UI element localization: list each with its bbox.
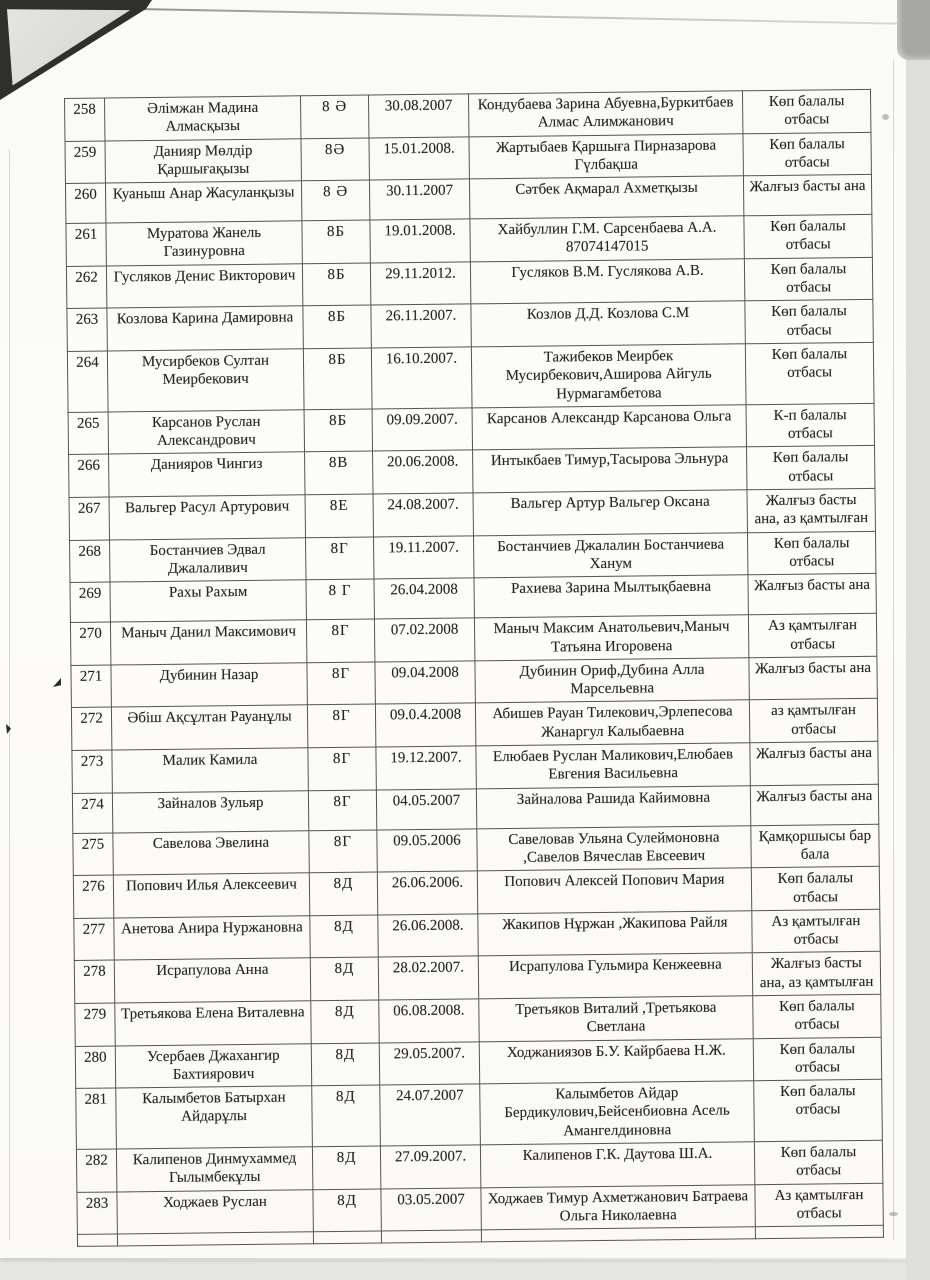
cell-birthdate: 24.07.2007 (380, 1084, 481, 1146)
cell-grade: 8Б (303, 348, 372, 410)
cell-grade: 8Д (311, 1043, 379, 1086)
cell-parents: Козлов Д.Д. Козлова С.М (471, 301, 745, 347)
cell-parents: Савеловав Ульяна Сулеймоновна ,Савелов Вячеслав Евсеевич (477, 825, 751, 871)
cell-parents: Третьяков Виталий ,Третьякова Светлана (479, 996, 753, 1042)
cell-grade: 8Г (308, 747, 376, 790)
cell-family-status: Көп балалы отбасы (744, 257, 872, 301)
cell-family-status: К-п балалы отбасы (746, 403, 874, 447)
cell-family-status: Жалғыз басты ана, аз қамтылған (752, 952, 880, 996)
cell-parents: Хайбуллин Г.М. Сарсенбаева А.А. 87074147015 (470, 216, 744, 262)
cell-birthdate: 26.04.2008 (374, 578, 474, 619)
cell-row-number: 258 (65, 98, 105, 141)
cell-birthdate: 09.0.4.2008 (375, 703, 475, 747)
cell-row-number: 278 (74, 960, 114, 1003)
cell-student-name: Исрапулова Анна (114, 958, 310, 1003)
cell-birthdate: 09.04.2008 (375, 661, 475, 705)
cell-family-status: Көп балалы отбасы (753, 994, 881, 1038)
scan-edge-line (138, 8, 930, 25)
cell-grade: 8 Ә (301, 180, 369, 221)
cell-parents: Елюбаев Руслан Маликович,Елюбаев Евгения Васильевна (476, 743, 750, 789)
cell-student-name: Ходжаев Руслан (117, 1189, 313, 1234)
empty-cell (77, 1234, 117, 1246)
cell-grade: 8Б (304, 409, 372, 452)
cell-student-name: Данияр Мөлдір Қаршығақызы (105, 138, 301, 183)
cell-birthdate: 27.09.2007. (380, 1145, 480, 1189)
cell-student-name: Дубинин Назар (111, 663, 307, 708)
table-tilt-wrapper (64, 89, 883, 1247)
empty-cell (481, 1227, 755, 1242)
cell-row-number: 268 (70, 540, 110, 583)
scanner-bed-strip (906, 0, 930, 1280)
cell-student-name: Третьякова Елена Виталевна (115, 1001, 311, 1046)
cell-grade: 8Б (302, 263, 370, 306)
cell-parents: Жартыбаев Қаршыға Пирназарова Гүлбақша (469, 133, 743, 179)
cell-student-name: Вальгер Расул Артурович (109, 495, 305, 540)
cell-row-number: 281 (76, 1088, 117, 1149)
empty-cell (381, 1230, 481, 1243)
cell-birthdate: 04.05.2007 (376, 788, 476, 829)
cell-student-name: Куаныш Анар Жасуланқызы (105, 181, 301, 223)
cell-row-number: 261 (66, 223, 106, 266)
cell-parents: Тажибеков Меирбек Мусирбекович,Аширова Айгуль Нурмагамбетова (471, 344, 746, 408)
cell-birthdate: 15.01.2008. (369, 137, 469, 181)
cell-grade: 8Г (309, 830, 377, 873)
cell-student-name: Гусляков Денис Викторович (106, 264, 302, 309)
cell-row-number: 260 (65, 183, 105, 223)
cell-family-status: Көп балалы отбасы (747, 531, 875, 575)
cell-parents: Вальгер Артур Вальгер Оксана (473, 490, 747, 536)
cell-student-name: Калипенов Динмухаммед Гылымбекұлы (116, 1147, 312, 1192)
cell-family-status: Көп балалы отбасы (753, 1037, 881, 1081)
cell-row-number: 271 (71, 665, 111, 708)
cell-grade: 8Д (312, 1085, 381, 1147)
cell-parents: Рахиева Зарина Мылтықбаевна (474, 575, 748, 618)
cell-row-number: 259 (65, 141, 105, 184)
cell-parents: Попович Алексей Попович Мария (477, 868, 751, 914)
cell-student-name: Усербаев Джахангир Бахтиярович (115, 1043, 311, 1088)
cell-family-status: Жалғыз басты ана, аз қамтылған (747, 488, 875, 532)
cell-grade: 8Г (308, 790, 376, 831)
cell-student-name: Мусирбеков Султан Меирбекович (107, 349, 304, 412)
cell-grade: 8Г (307, 704, 375, 747)
cell-grade: 8Б (302, 220, 370, 263)
cell-grade: 8 Ә (300, 95, 368, 138)
cell-row-number: 270 (70, 622, 110, 665)
cell-student-name: Малик Камила (112, 748, 308, 793)
cell-family-status: Жалғыз басты ана (749, 656, 877, 700)
cell-student-name: Карсанов Руслан Александрович (108, 410, 304, 455)
cell-parents: Интыкбаев Тимур,Тасырова Эльнура (473, 447, 747, 493)
cell-student-name: Бостанчиев Эдвал Джалаливич (110, 537, 306, 582)
cell-birthdate: 19.11.2007. (373, 536, 473, 580)
cell-grade: 8 Г (306, 579, 374, 620)
empty-cell (313, 1231, 381, 1244)
cell-birthdate: 06.08.2008. (379, 999, 479, 1043)
cell-parents: Бостанчиев Джалалин Бостанчиева Ханум (473, 532, 747, 578)
cell-student-name: Попович Илья Алексеевич (113, 873, 309, 918)
cell-parents: Карсанов Александр Карсанова Ольга (472, 405, 746, 451)
cell-student-name: Данияров Чингиз (109, 452, 305, 497)
cell-family-status: Көп балалы отбасы (744, 215, 872, 259)
cell-row-number: 263 (67, 308, 107, 351)
student-roster-table (64, 89, 884, 1247)
cell-row-number: 273 (72, 750, 112, 793)
cell-row-number: 282 (76, 1149, 116, 1192)
cell-birthdate: 29.11.2012. (370, 262, 470, 306)
cell-row-number: 272 (71, 707, 111, 750)
cell-row-number: 277 (74, 918, 114, 961)
empty-cell (755, 1226, 883, 1239)
cell-row-number: 264 (67, 351, 108, 412)
cell-row-number: 269 (70, 582, 110, 622)
table-row (67, 342, 874, 412)
cell-birthdate: 20.06.2008. (373, 450, 473, 494)
cell-parents: Ходжаниязов Б.У. Кайрбаева Н.Ж. (479, 1038, 753, 1084)
cell-student-name: Калымбетов Батырхан Айдарұлы (116, 1086, 313, 1149)
cell-parents: Зайналова Рашида Кайимовна (476, 785, 750, 828)
cell-row-number: 283 (77, 1192, 117, 1235)
cell-family-status: Көп балалы отбасы (747, 446, 875, 490)
cell-family-status: Аз қамтылған отбасы (748, 614, 876, 658)
cell-family-status: Жалғыз басты ана (750, 741, 878, 785)
cell-family-status: аз қамтылған отбасы (749, 699, 877, 743)
cell-parents: Гусляков В.М. Гуслякова А.В. (470, 259, 744, 305)
cell-grade: 8Д (310, 957, 378, 1000)
scan-artifact-top-right (897, 0, 930, 60)
cell-birthdate: 30.11.2007 (369, 179, 469, 220)
cell-family-status: Жалғыз басты ана (748, 574, 876, 615)
cell-grade: 8Д (310, 915, 378, 958)
cell-grade: 8Д (309, 872, 377, 915)
cell-row-number: 280 (75, 1046, 115, 1089)
cell-student-name: Муратова Жанель Газинуровна (106, 221, 302, 266)
cell-grade: 8Б (303, 305, 371, 348)
cell-row-number: 265 (68, 412, 108, 455)
cell-student-name: Маныч Данил Максимович (110, 620, 306, 665)
cell-student-name: Әлімжан Мадина Алмасқызы (105, 96, 301, 141)
cell-grade: 8Д (311, 1000, 379, 1043)
cell-family-status: Көп балалы отбасы (745, 342, 874, 404)
cell-parents: Дубинин Ориф,Дубина Алла Марсельевна (475, 658, 749, 704)
cell-birthdate: 09.09.2007. (372, 408, 472, 452)
scan-smudge (882, 114, 889, 120)
cell-birthdate: 09.05.2006 (377, 828, 477, 872)
cell-family-status: Көп балалы отбасы (751, 867, 879, 911)
cell-family-status: Аз қамтылған отбасы (755, 1183, 883, 1227)
cell-student-name: Зайналов Зульяр (112, 790, 308, 832)
cell-family-status: Көп балалы отбасы (754, 1079, 883, 1141)
cell-student-name: Козлова Карина Дамировна (107, 306, 303, 351)
cell-grade: 8Е (305, 494, 373, 537)
cell-family-status: Көп балалы отбасы (745, 300, 873, 344)
empty-cell (117, 1232, 313, 1246)
cell-parents: Сәтбек Ақмарал Ахметқызы (469, 176, 743, 219)
cell-family-status: Жалғыз басты ана (743, 175, 871, 216)
cell-birthdate: 16.10.2007. (371, 347, 472, 409)
cell-grade: 8Ә (301, 138, 369, 181)
cell-grade: 8Г (307, 662, 375, 705)
cell-parents: Ходжаев Тимур Ахметжанович Батраева Ольга Николаевна (481, 1184, 755, 1230)
cell-row-number: 267 (69, 497, 109, 540)
cell-row-number: 275 (73, 833, 113, 876)
cell-grade: 8Д (312, 1146, 380, 1189)
cell-birthdate: 24.08.2007. (373, 493, 473, 537)
scan-smudge (889, 1212, 898, 1216)
cell-birthdate: 19.12.2007. (376, 746, 476, 790)
cell-row-number: 276 (73, 875, 113, 918)
cell-parents: Кондубаева Зарина Абуевна,Буркитбаев Алмас Алимжанович (468, 91, 742, 137)
paper-bottom-edge (0, 1258, 906, 1260)
paper-left-edge (9, 150, 10, 1240)
cell-grade: 8Д (313, 1189, 381, 1232)
cell-birthdate: 30.08.2007 (368, 94, 468, 138)
cell-grade: 8Г (306, 537, 374, 580)
cell-student-name: Савелова Эвелина (113, 830, 309, 875)
cell-family-status: Көп балалы отбасы (742, 89, 870, 133)
cell-family-status: Көп балалы отбасы (754, 1140, 882, 1184)
cell-family-status: Аз қамтылған отбасы (752, 909, 880, 953)
table-row (76, 1079, 883, 1149)
cell-parents: Калипенов Г.К. Даутова Ш.А. (480, 1142, 754, 1188)
roster-rows (65, 89, 884, 1234)
cell-parents: Калымбетов Айдар Бердикулович,Бейсенбиовна Асель Амангелдиновна (480, 1081, 755, 1145)
cell-student-name: Әбіш Ақсұлтан Рауанұлы (111, 705, 307, 750)
cell-birthdate: 26.06.2006. (377, 871, 477, 915)
cell-parents: Маныч Максим Анатольевич,Маныч Татьяна Игоровена (474, 615, 748, 661)
paper-right-edge (893, 60, 894, 1240)
cell-grade: 8В (305, 451, 373, 494)
cell-grade: 8Г (306, 619, 374, 662)
cell-family-status: Көп балалы отбасы (743, 132, 871, 176)
cell-birthdate: 03.05.2007 (381, 1187, 481, 1231)
cell-row-number: 266 (69, 454, 109, 497)
cell-row-number: 274 (72, 793, 112, 833)
cell-birthdate: 07.02.2008 (374, 618, 474, 662)
cell-row-number: 279 (75, 1003, 115, 1046)
cell-birthdate: 28.02.2007. (378, 956, 478, 1000)
cell-row-number: 262 (66, 266, 106, 309)
cell-parents: Жакипов Нұржан ,Жакипова Райля (478, 911, 752, 957)
cell-parents: Абишев Рауан Тилекович,Эрлепесова Жанаргул Калыбаевна (475, 700, 749, 746)
cell-birthdate: 26.06.2008. (378, 914, 478, 958)
cell-birthdate: 19.01.2008. (370, 219, 470, 263)
cell-student-name: Рахы Рахым (110, 580, 306, 622)
cell-parents: Исрапулова Гульмира Кенжеевна (478, 953, 752, 999)
cell-family-status: Жалғыз басты ана (750, 784, 878, 825)
cell-student-name: Анетова Анира Нуржановна (114, 916, 310, 961)
cell-birthdate: 26.11.2007. (371, 304, 471, 348)
cell-birthdate: 29.05.2007. (379, 1041, 479, 1085)
cell-family-status: Қамқоршысы бар бала (751, 824, 879, 868)
